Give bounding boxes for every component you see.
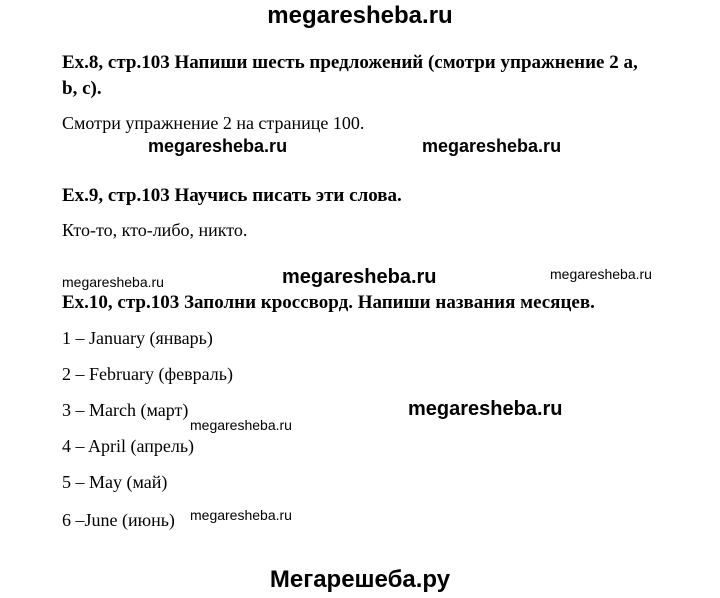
watermark: megaresheba.ru bbox=[190, 417, 292, 433]
list-item: 1 – January (январь) bbox=[62, 328, 213, 348]
exercise-10-heading: Ex.10, стр.103 Заполни кроссворд. Напиши названия месяцев. bbox=[62, 292, 595, 313]
list-item: 5 – May (май) bbox=[62, 472, 168, 492]
site-footer[interactable]: Мегарешеба.ру bbox=[269, 566, 451, 593]
list-item: 3 – March (март) bbox=[62, 400, 189, 420]
exercise-8-heading: Ex.8, стр.103 Напиши шесть предложений (смотри упражнение 2 a, bbox=[62, 52, 638, 73]
exercise-9-answer: Кто-то, кто-либо, никто. bbox=[62, 220, 248, 240]
list-item: 6 –June (июнь) bbox=[62, 510, 175, 530]
list-item: 4 – April (апрель) bbox=[62, 436, 195, 456]
watermark: megaresheba.ru bbox=[550, 266, 652, 282]
watermark: megaresheba.ru bbox=[422, 136, 562, 156]
list-item: 2 – February (февраль) bbox=[62, 364, 233, 384]
watermark: megaresheba.ru bbox=[190, 507, 292, 523]
exercise-9-heading: Ex.9, стр.103 Научись писать эти слова. bbox=[62, 185, 402, 206]
exercise-8-answer: Смотри упражнение 2 на странице 100. bbox=[62, 113, 365, 133]
watermark: megaresheba.ru bbox=[148, 136, 288, 156]
exercise-8-heading-continued: b, c). bbox=[62, 78, 102, 99]
watermark: megaresheba.ru bbox=[282, 266, 437, 288]
watermark: megaresheba.ru bbox=[408, 398, 563, 420]
watermark: megaresheba.ru bbox=[62, 274, 164, 290]
site-header[interactable]: megaresheba.ru bbox=[267, 2, 453, 29]
